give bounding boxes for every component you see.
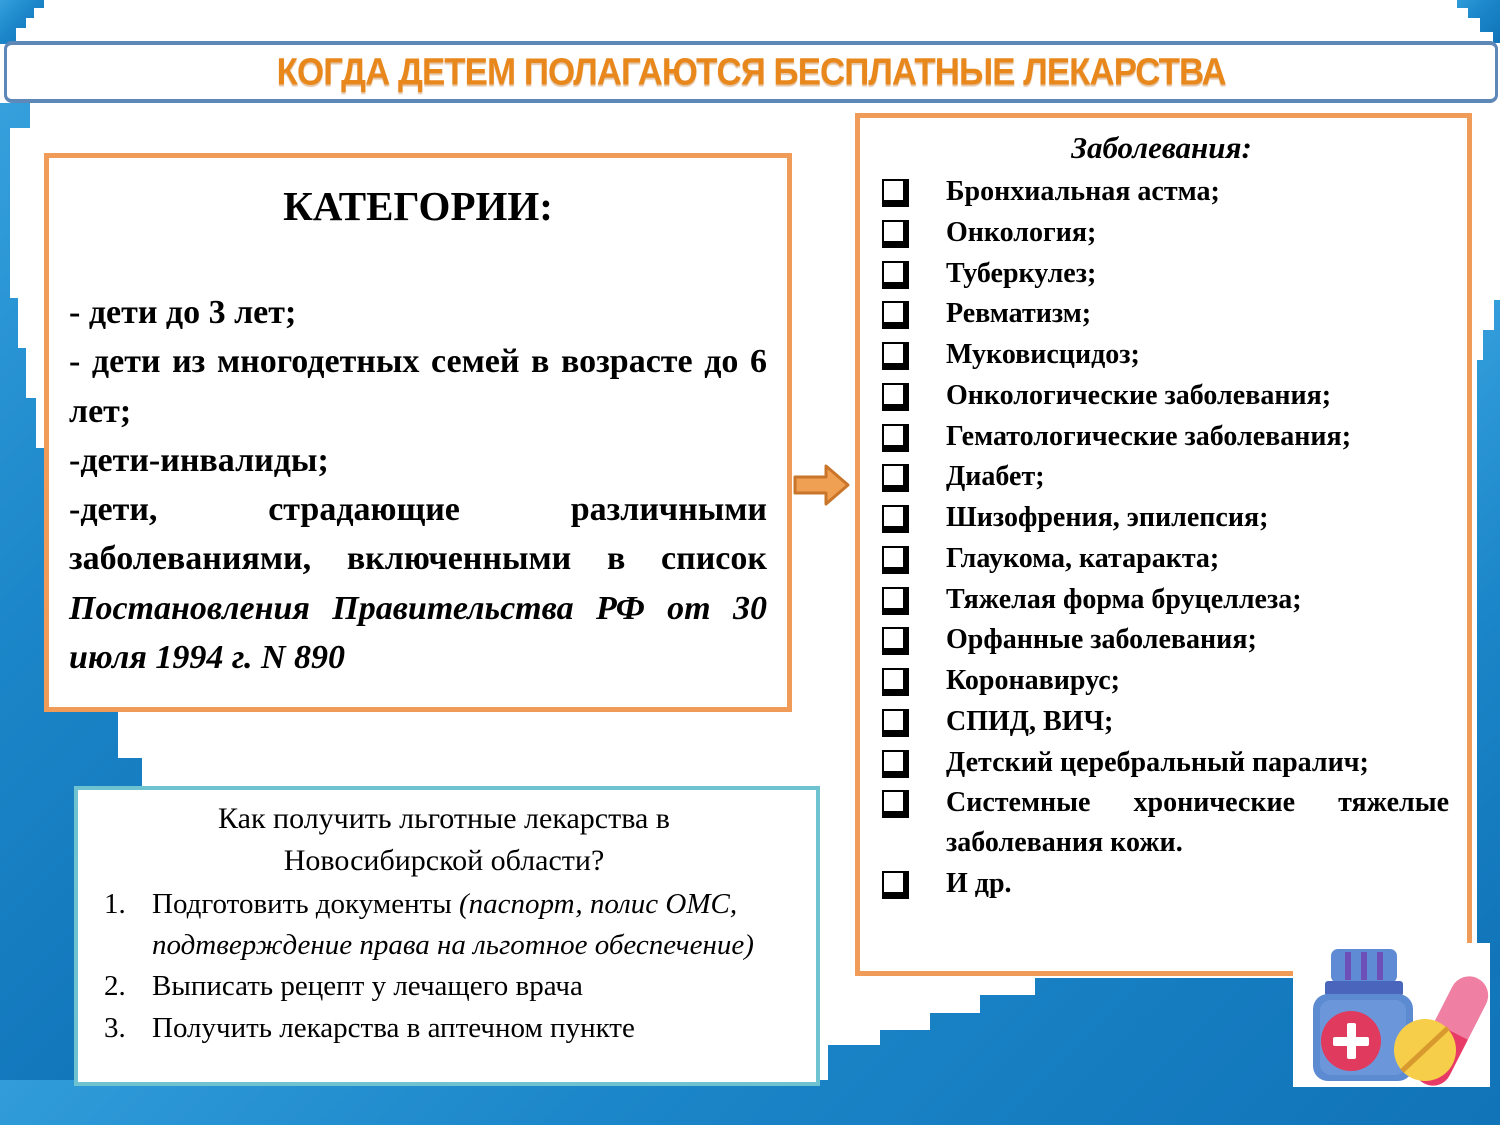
checkbox-icon bbox=[882, 464, 909, 492]
checkbox-icon bbox=[882, 505, 909, 533]
disease-item: Глаукома, катаракта; bbox=[874, 539, 1449, 579]
checkbox-icon bbox=[882, 220, 909, 248]
disease-item: И др. bbox=[874, 864, 1449, 904]
category-item: - дети из многодетных семей в возрасте до 6 лет; bbox=[69, 343, 767, 430]
category-item: -дети-инвалиды; bbox=[69, 441, 329, 479]
checkbox-icon bbox=[882, 383, 909, 411]
howto-steps bbox=[96, 884, 792, 1049]
bg-top-right-staircase bbox=[1450, 0, 1500, 43]
disease-item: Системные хронические тяжелые заболевания кожи. bbox=[874, 783, 1449, 863]
checkbox-icon bbox=[882, 424, 909, 452]
howto-step: 1. Подготовить документы (паспорт, полис ОМС, подтверждение права на льготное обеспечение) bbox=[104, 888, 754, 962]
categories-box bbox=[44, 153, 792, 712]
disease-item: Ревматизм; bbox=[874, 294, 1449, 334]
diseases-title: Заболевания: bbox=[1071, 130, 1252, 165]
disease-item: Бронхиальная астма; bbox=[874, 172, 1449, 212]
checkbox-icon bbox=[882, 546, 909, 574]
disease-item: Онкология; bbox=[874, 213, 1449, 253]
checkbox-icon bbox=[882, 668, 909, 696]
howto-title: Как получить льготные лекарства в Новосибирской области? bbox=[218, 802, 670, 877]
diseases-box bbox=[855, 113, 1472, 976]
disease-item: Гематологические заболевания; bbox=[874, 417, 1449, 457]
disease-item: Тяжелая форма бруцеллеза; bbox=[874, 580, 1449, 620]
categories-title: КАТЕГОРИИ: bbox=[283, 183, 553, 229]
disease-item: Шизофрения, эпилепсия; bbox=[874, 498, 1449, 538]
checkbox-icon bbox=[882, 301, 909, 329]
howto-step: 2. Выписать рецепт у лечащего врача bbox=[104, 970, 583, 1003]
checkbox-icon bbox=[882, 709, 909, 737]
medicine-icon bbox=[1293, 943, 1490, 1087]
checkbox-icon bbox=[882, 261, 909, 289]
disease-item: Орфанные заболевания; bbox=[874, 620, 1449, 660]
checkbox-icon bbox=[882, 627, 909, 655]
checkbox-icon bbox=[882, 871, 909, 899]
checkbox-icon bbox=[882, 750, 909, 778]
bg-right-edge-staircase bbox=[1468, 300, 1500, 990]
disease-item: СПИД, ВИЧ; bbox=[874, 702, 1449, 742]
right-arrow-icon bbox=[793, 463, 851, 507]
howto-box bbox=[74, 786, 820, 1086]
page-title: КОГДА ДЕТЕМ ПОЛАГАЮТСЯ БЕСПЛАТНЫЕ ЛЕКАРСТВА bbox=[276, 49, 1226, 93]
disease-item: Диабет; bbox=[874, 457, 1449, 497]
checkbox-icon bbox=[882, 587, 909, 615]
disease-item: Муковисцидоз; bbox=[874, 335, 1449, 375]
diseases-list bbox=[874, 172, 1449, 904]
disease-item: Онкологические заболевания; bbox=[874, 376, 1449, 416]
checkbox-icon bbox=[882, 790, 909, 818]
law-reference: Постановления Правительства РФ от 30 июля 1994 г. N 890 bbox=[69, 589, 767, 677]
category-item: - дети до 3 лет; bbox=[69, 294, 297, 331]
checkbox-icon bbox=[882, 342, 909, 370]
disease-item: Туберкулез; bbox=[874, 254, 1449, 294]
checkbox-icon bbox=[882, 179, 909, 207]
disease-item: Детский церебральный паралич; bbox=[874, 743, 1449, 783]
disease-item: Коронавирус; bbox=[874, 661, 1449, 701]
howto-step: 3. Получить лекарства в аптечном пункте bbox=[104, 1011, 635, 1044]
header-bar bbox=[4, 41, 1498, 103]
bg-top-left-staircase bbox=[0, 0, 44, 44]
category-item: -дети, страдающие различными заболеваниями, включенными в список Постановления Правительства РФ от 30 июля 1994 г. N 890 bbox=[69, 491, 767, 677]
